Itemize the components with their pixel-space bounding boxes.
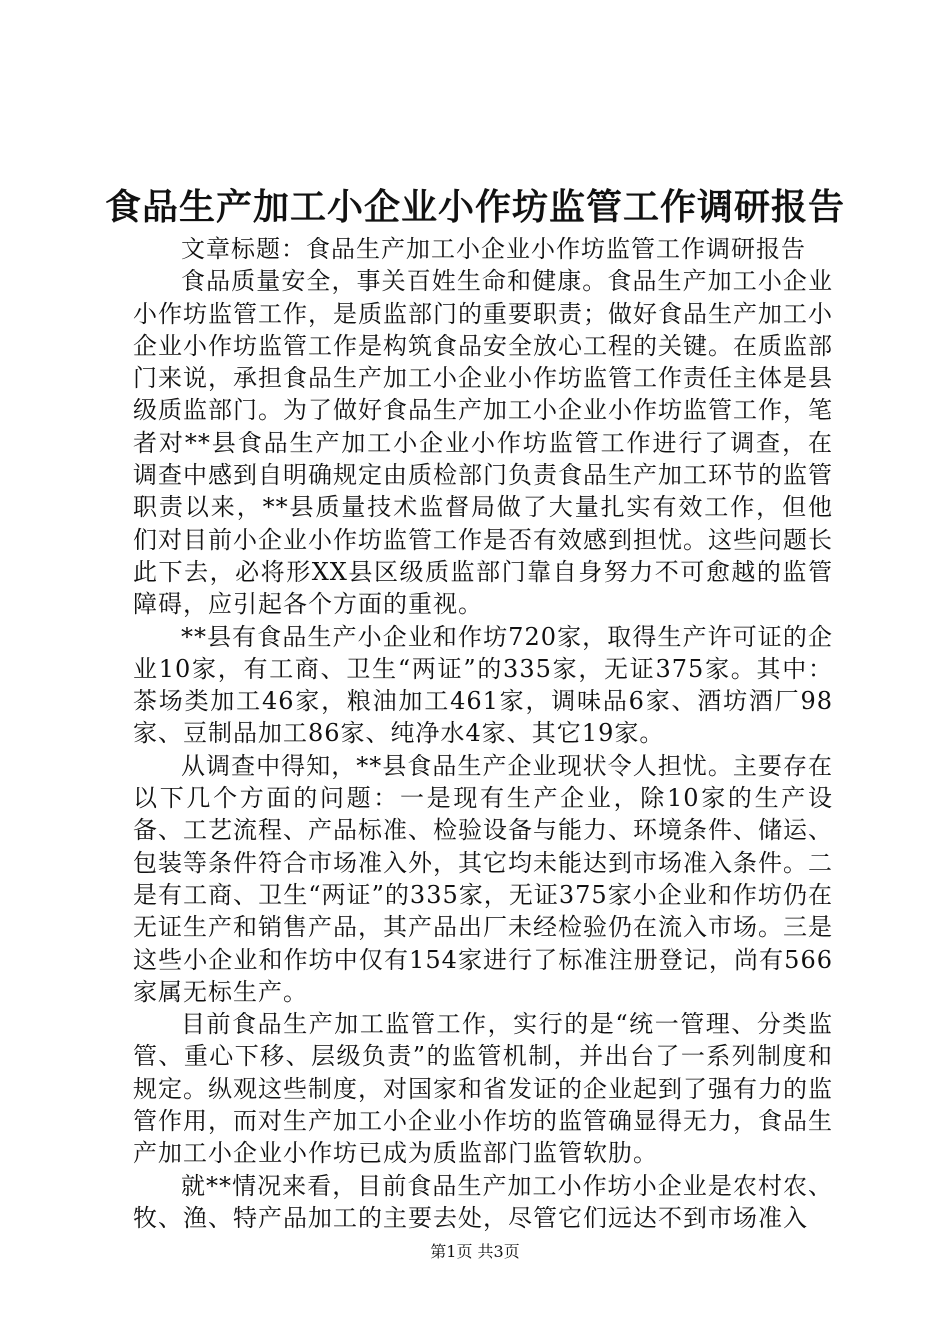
paragraph-situation: 就**情况来看，目前食品生产加工小作坊小企业是农村农、牧、渔、特产品加工的主要去处，尽管它们远达不到市场准入 <box>133 1171 833 1232</box>
document-title: 食品生产加工小企业小作坊监管工作调研报告 <box>104 186 845 228</box>
paragraph-supervision: 目前食品生产加工监管工作，实行的是“统一管理、分类监管、重心下移、层级负责”的监管机制，并出台了一系列制度和规定。纵观这些制度，对国家和省发证的企业起到了强有力的监管作用，而对生产加工小企业小作坊的监管确显得无力，食品生产加工小企业小作坊已成为质监部门监管软肋。 <box>133 1010 833 1168</box>
paragraph-intro: 食品质量安全，事关百姓生命和健康。食品生产加工小企业小作坊监管工作，是质监部门的重要职责；做好食品生产加工小企业小作坊监管工作是构筑食品安全放心工程的关键。在质监部门来说，承担食品生产加工小企业小作坊监管工作责任主体是县级质监部门。为了做好食品生产加工小企业小作坊监管工作，笔者对**县食品生产加工小企业小作坊监管工作进行了调查，在调查中感到自明确规定由质检部门负责食品生产加工环节的监管职责以来，**县质量技术监督局做了大量扎实有效工作，但他们对目前小企业小作坊监管工作是否有效感到担忧。这些问题长此下去，必将形XX县区级质监部门靠自身努力不可愈越的监管障碍，应引起各个方面的重视。 <box>133 267 833 619</box>
page-footer: 第1页 共3页 <box>430 1242 520 1261</box>
document-body <box>133 233 833 1234</box>
paragraph-problems: 从调查中得知，**县食品生产企业现状令人担忧。主要存在以下几个方面的问题：一是现有生产企业，除10家的生产设备、工艺流程、产品标准、检验设备与能力、环境条件、储运、包装等条件符合市场准入外，其它均未能达到市场准入条件。二是有工商、卫生“两证”的335家，无证375家小企业和作坊仍在无证生产和销售产品，其产品出厂未经检验仍在流入市场。三是这些小企业和作坊中仅有154家进行了标准注册登记，尚有566家属无标生产。 <box>133 751 833 1006</box>
paragraph-article-title: 文章标题：食品生产加工小企业小作坊监管工作调研报告 <box>181 235 806 263</box>
paragraph-statistics: **县有食品生产小企业和作坊720家，取得生产许可证的企业10家，有工商、卫生“两证”的335家，无证375家。其中：茶场类加工46家，粮油加工461家，调味品6家、酒坊酒厂98家、豆制品加工86家、纯净水4家、其它19家。 <box>133 622 833 748</box>
